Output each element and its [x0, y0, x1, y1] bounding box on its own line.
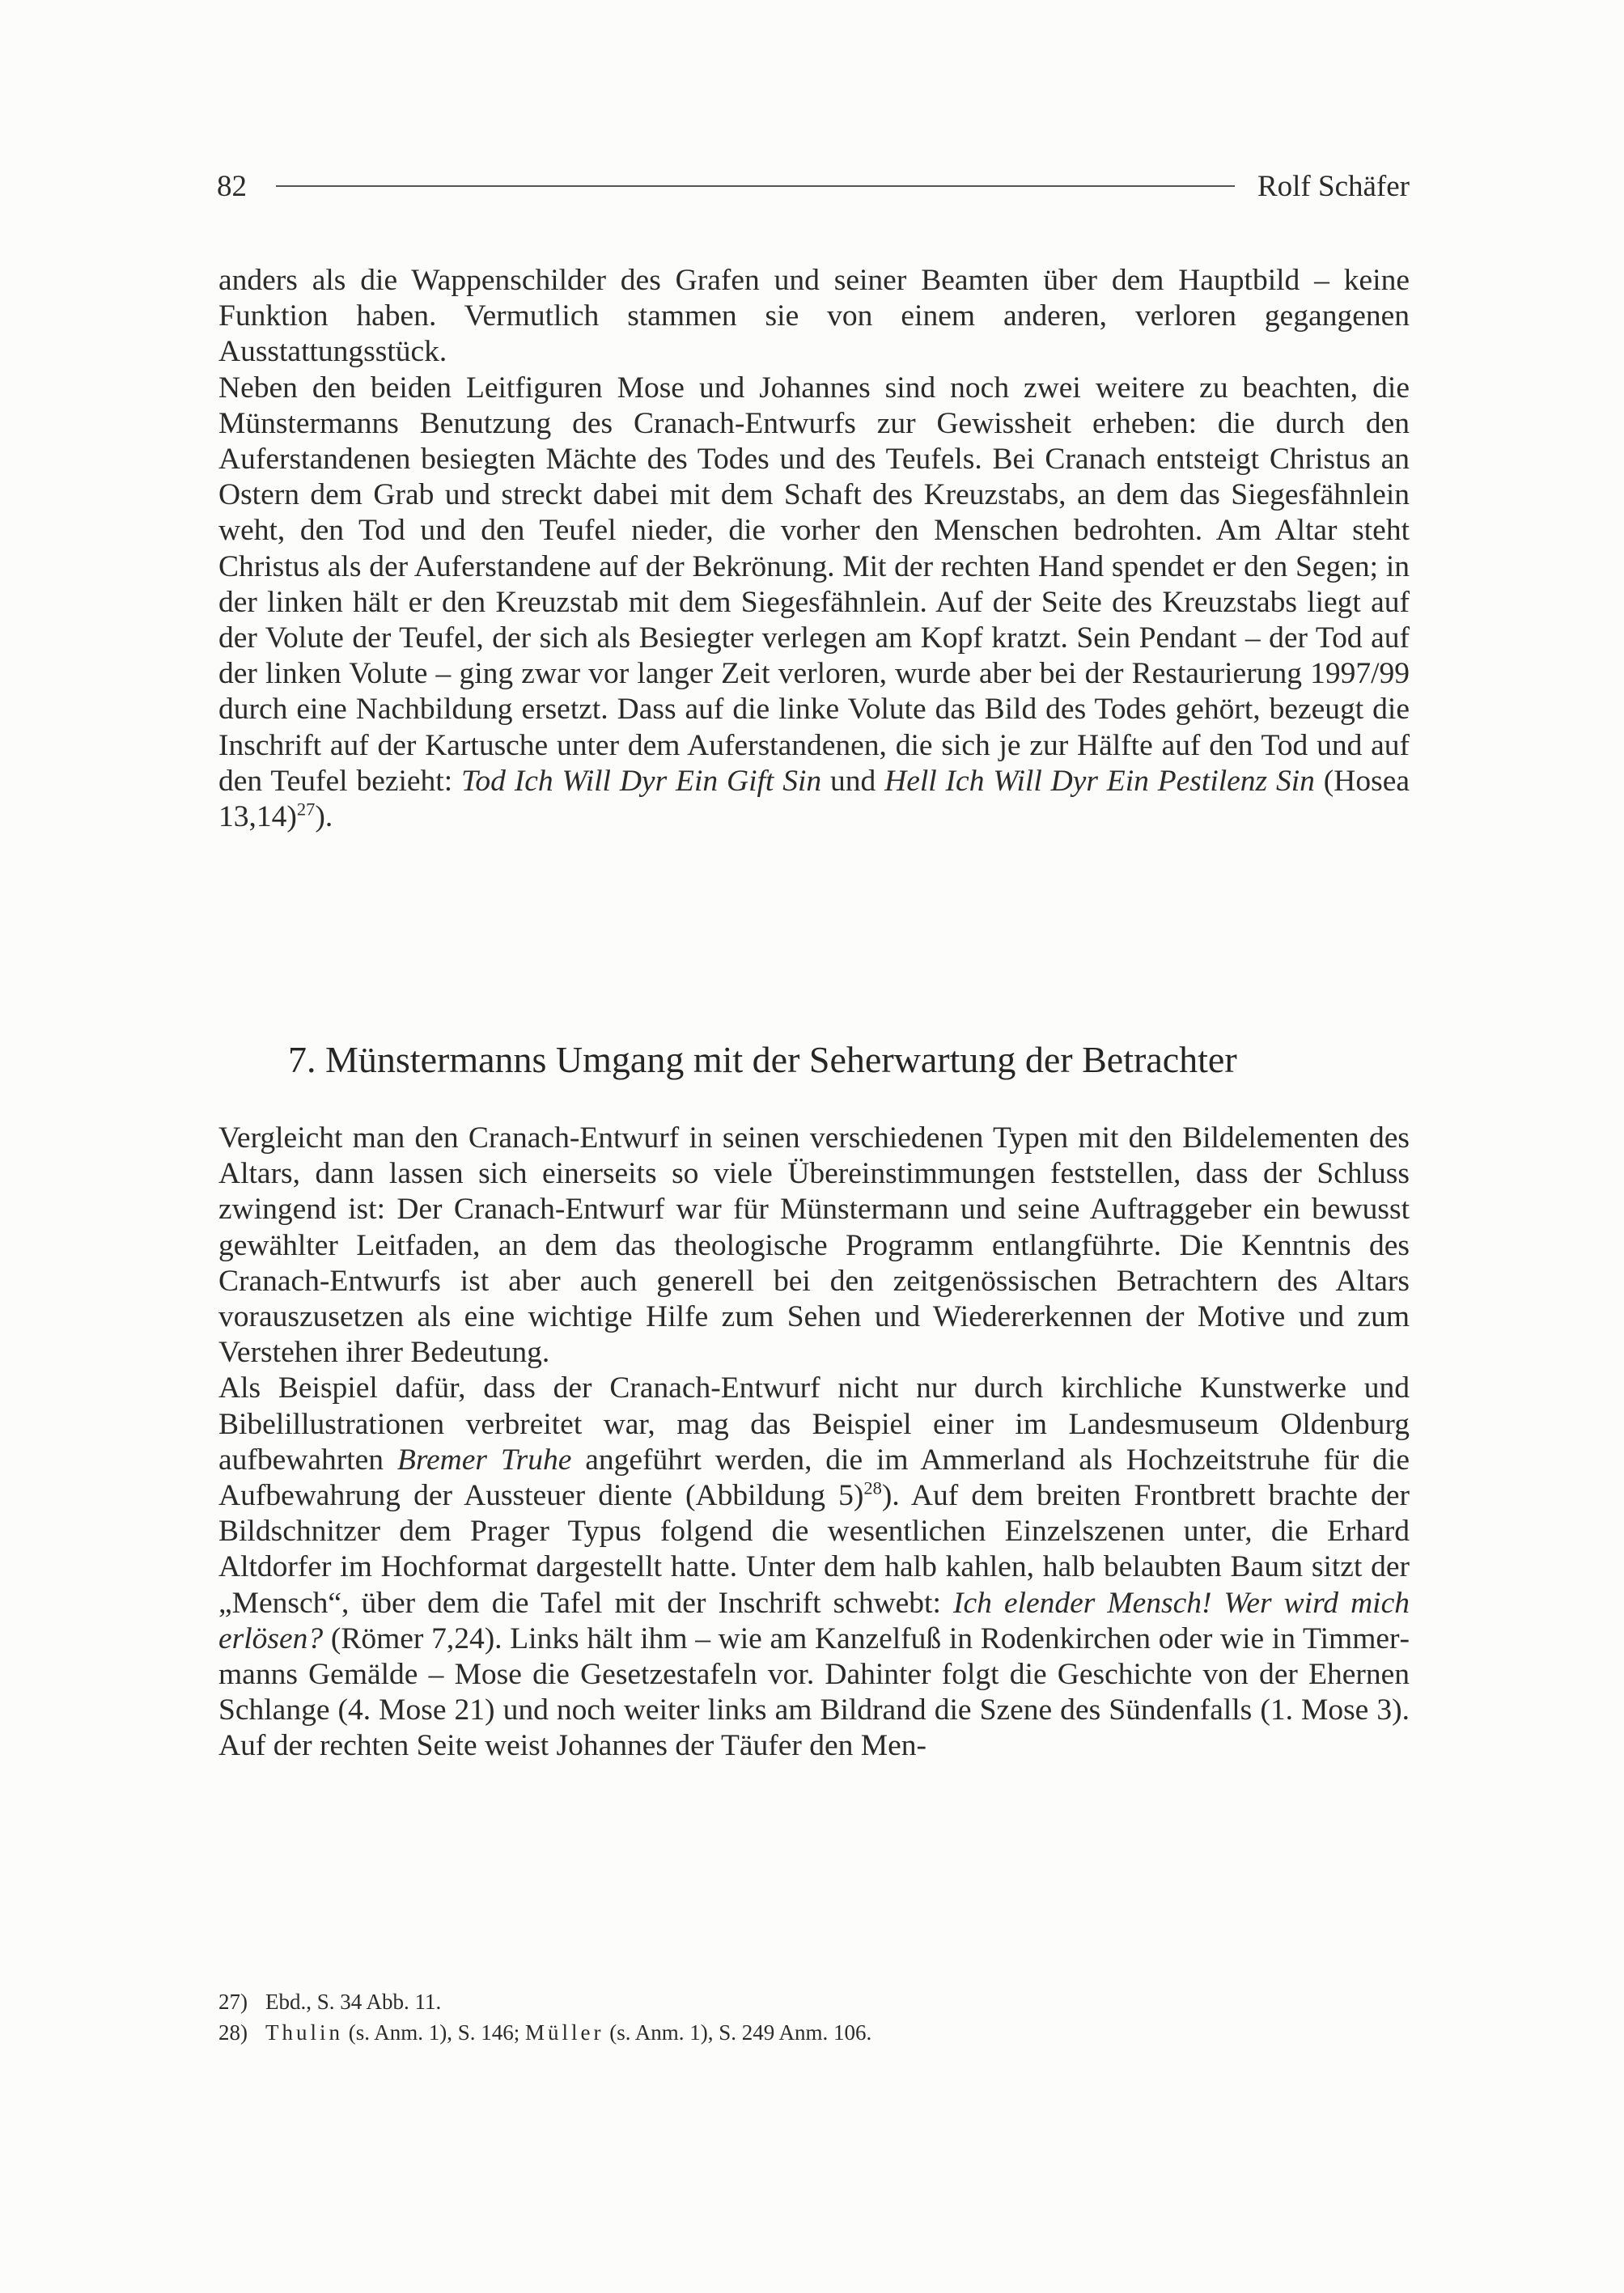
- footnote-text: [265, 2017, 871, 2048]
- bremer-truhe-title: Bremer Truhe: [396, 1443, 572, 1477]
- inscription-mensch: Ich elender Mensch! Wer wird mich erlösen?: [218, 1586, 1410, 1655]
- footnote-number: 27): [218, 1990, 248, 2014]
- footnote-27: [218, 1986, 1410, 2017]
- body-text-bottom: [218, 1121, 1410, 1765]
- paragraph-2-text: Neben den beiden Leitfiguren Mose und Johannes sind noch zwei weitere zu beachten, die Münstermanns Benutzung des Cranach-Entwurfs zur Gewissheit erheben: die durch den Auferstandenen besiegten Mächte des Todes und des Teufels. Bei Cranach entsteigt Christus an Ostern dem Grab und streckt dabei mit dem Schaft des Kreuzstabs, an dem das Siegesfähnlein weht, den Tod und den Teufel nieder, die vorher den Menschen bedrohten. Am Altar steht Christus als der Auferstandene auf der Bekrönung. Mit der rechten Hand spendet er den Segen; in der linken hält er den Kreuzstab mit dem Siegesfähnlein. Auf der Seite des Kreuzstabs liegt auf der Volute der Teufel, der sich als Besiegter verlegen am Kopf kratzt. Sein Pendant – der Tod auf der linken Volute – ging zwar vor langer Zeit verloren, wurde aber bei der Restaurierung 1997/99 durch eine Nachbildung ersetzt. Dass auf die linke Volute das Bild des Todes gehört, bezeugt die Inschrift auf der Kartusche unter dem Auferstandenen, die sich je zur Hälfte auf den Tod und auf den Teufel bezieht:: [218, 371, 1410, 798]
- running-head-author: Rolf Schäfer: [1257, 169, 1410, 203]
- footnote-text: Ebd., S. 34 Abb. 11.: [265, 1990, 442, 2014]
- inscription-tod: Tod Ich Will Dyr Ein Gift Sin: [461, 764, 822, 798]
- author-name-mueller: Müller: [525, 2020, 604, 2045]
- paragraph-2-closing: ).: [315, 800, 333, 834]
- footnote-ref-28[interactable]: 28: [863, 1477, 882, 1498]
- footnote-ref-27[interactable]: 27: [296, 799, 316, 820]
- footnote-text-part-2: (s. Anm. 1), S. 249 Anm. 106.: [604, 2020, 872, 2045]
- paragraph-3: Vergleicht man den Cranach-Entwurf in seinen verschiedenen Typen mit den Bildelementen des Altars, dann lassen sich einerseits so viele Übereinstimmungen feststellen, dass der Schluss zwingend ist: Der Cranach-Entwurf war für Münstermann und seine Auftraggeber ein bewusst gewählter Leitfaden, an dem das theologische Programm entlangführte. Die Kenntnis des Cranach-Entwurfs ist aber auch generell bei den zeitgenössischen Betrachtern des Altars vorauszusetzen als eine wichtige Hilfe zum Sehen und Wiedererkennen der Motive und zum Verstehen ihrer Bedeutung.: [218, 1121, 1410, 1370]
- inscription-hell: Hell Ich Will Dyr Ein Pestilenz Sin: [884, 764, 1315, 798]
- paragraph-2-conjunction: und: [821, 764, 885, 798]
- footnotes: [218, 1986, 1410, 2048]
- footnote-28: [218, 2017, 1410, 2048]
- paragraph-4-text-2: angeführt werden, die im Ammerland als Hochzeitstruhe für die Aufbewahrung der Aussteuer diente (Abbildung 5): [218, 1443, 1410, 1513]
- paragraph-2: [218, 371, 1410, 836]
- author-name-thulin: Thulin: [265, 2020, 343, 2045]
- section-heading: 7. Münstermanns Umgang mit der Seherwartung der Betrachter: [288, 1039, 1237, 1080]
- paragraph-4-text-4: (Römer 7,24). Links hält ihm – wie am Kanzelfuß in Rodenkirchen oder wie in Timmermanns Gemälde – Mose die Gesetzestafeln vor. Dahinter folgt die Geschichte von der Ehernen Schlange (4. Mose 21) und noch weiter links am Bildrand die Szene des Sündenfalls (1. Mose 3). Auf der rechten Seite weist Johannes der Täufer den Men-: [218, 1621, 1410, 1763]
- paragraph-4-text: Als Beispiel dafür, dass der Cranach-Entwurf nicht nur durch kirchliche Kunstwerke und Bibelillustrationen verbreitet war, mag das Beispiel einer im Landesmuseum Oldenburg aufbewahrten: [218, 1371, 1410, 1477]
- page-number: 82: [217, 169, 247, 203]
- body-text-top: [218, 263, 1410, 835]
- running-head: [217, 162, 1410, 210]
- paragraph-4: [218, 1371, 1410, 1764]
- paragraph-4-text-3: ). Auf dem breiten Frontbrett brachte der Bildschnitzer dem Prager Typus folgend die wesentlichen Einzelszenen unter, die Erhard Altdorfer im Hochformat dargestellt hatte. Unter dem halb kahlen, halb belaubten Baum sitzt der „Mensch“, über dem die Tafel mit der Inschrift schwebt:: [218, 1479, 1410, 1620]
- paragraph-1: anders als die Wappenschilder des Grafen und seiner Beamten über dem Hauptbild – keine Funktion haben. Vermutlich stammen sie von einem anderen, verloren gegangenen Ausstattungsstück.: [218, 264, 1410, 369]
- footnote-number: 28): [218, 2020, 248, 2045]
- paragraph-2-citation: (Hosea 13,14): [218, 764, 1410, 834]
- header-rule: [276, 185, 1235, 187]
- footnote-text-part-1: (s. Anm. 1), S. 146;: [343, 2020, 526, 2045]
